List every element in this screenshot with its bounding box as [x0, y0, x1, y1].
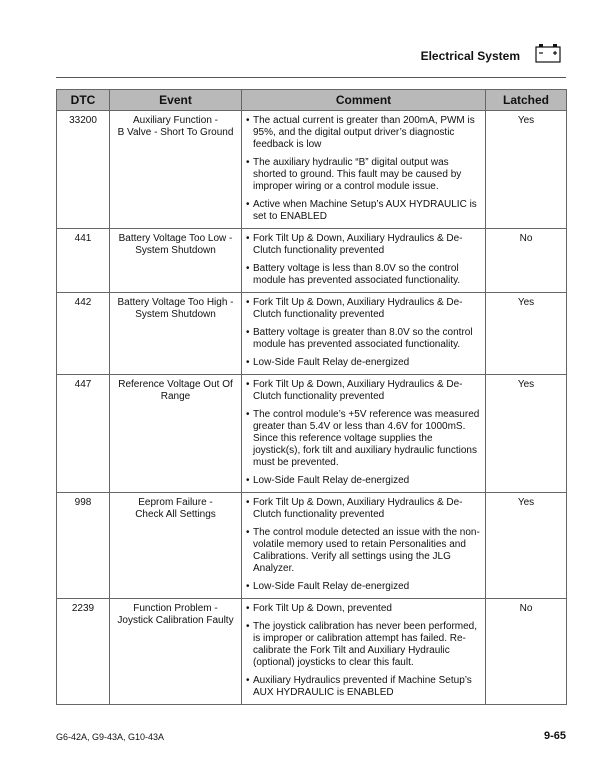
comment-item: • Fork Tilt Up & Down, Auxiliary Hydraulics & De-Clutch functionality prevented — [246, 379, 481, 403]
column-header-dtc: DTC — [57, 90, 110, 111]
comment-cell — [242, 229, 486, 293]
comment-list — [246, 497, 481, 593]
dtc-code: 33200 — [57, 111, 110, 229]
latched-value: No — [486, 599, 567, 705]
comment-cell — [242, 293, 486, 375]
event-line: System Shutdown — [135, 245, 216, 256]
table-row — [57, 375, 567, 493]
table-row — [57, 229, 567, 293]
column-header-latched: Latched — [486, 90, 567, 111]
event-line: Eeprom Failure - — [138, 497, 213, 508]
comment-item: • Low-Side Fault Relay de-energized — [246, 581, 481, 593]
table-row — [57, 293, 567, 375]
comment-item: • The auxiliary hydraulic “B” digital output was shorted to ground. This fault may be caused by improper wiring or a control module issue. — [246, 157, 481, 193]
table-row — [57, 599, 567, 705]
column-header-event: Event — [110, 90, 242, 111]
latched-value: Yes — [486, 111, 567, 229]
comment-list — [246, 115, 481, 223]
event-description — [110, 293, 242, 375]
event-line: Joystick Calibration Faulty — [117, 615, 234, 626]
comment-item: • The joystick calibration has never been performed, is improper or calibration attempt has failed. Re-calibrate the Fork Tilt and Auxiliary Hydraulic (optional) joysticks to clear this fault. — [246, 621, 481, 669]
header-divider — [56, 77, 566, 78]
event-line: System Shutdown — [135, 309, 216, 320]
comment-item: • The control module’s +5V reference was measured greater than 5.4V or less than 4.6V for 1000mS. Since this reference voltage supplies the joystick(s), fork tilt and auxiliary hydraulic functions must be prevented. — [246, 409, 481, 469]
event-line: Check All Settings — [135, 509, 216, 520]
comment-cell — [242, 493, 486, 599]
comment-item: • Fork Tilt Up & Down, Auxiliary Hydraulics & De-Clutch functionality prevented — [246, 297, 481, 321]
page-number: 9-65 — [543, 730, 566, 742]
event-line: B Valve - Short To Ground — [117, 127, 234, 138]
dtc-code: 441 — [57, 229, 110, 293]
event-line: Range — [160, 391, 191, 402]
comment-item: • Low-Side Fault Relay de-energized — [246, 357, 481, 369]
table-row — [57, 111, 567, 229]
latched-value: Yes — [486, 493, 567, 599]
dtc-code: 998 — [57, 493, 110, 599]
comment-item: • Fork Tilt Up & Down, prevented — [246, 603, 481, 615]
comment-list — [246, 379, 481, 487]
event-line: Auxiliary Function - — [132, 115, 219, 126]
comment-item: • Fork Tilt Up & Down, Auxiliary Hydraulics & De-Clutch functionality prevented — [246, 497, 481, 521]
comment-item: • The actual current is greater than 200mA, PWM is 95%, and the digital output driver’s diagnostic feedback is low — [246, 115, 481, 151]
event-line: Function Problem - — [133, 603, 218, 614]
footer-models: G6-42A, G9-43A, G10-43A — [56, 732, 165, 742]
comment-item: • Fork Tilt Up & Down, Auxiliary Hydraulics & De-Clutch functionality prevented — [246, 233, 481, 257]
comment-list — [246, 603, 481, 699]
comment-item: • Low-Side Fault Relay de-energized — [246, 475, 481, 487]
comment-item: • Battery voltage is less than 8.0V so the control module has prevented associated functionality. — [246, 263, 481, 287]
event-line: Battery Voltage Too High - — [117, 297, 234, 308]
event-line: Battery Voltage Too Low - — [118, 233, 233, 244]
dtc-code: 442 — [57, 293, 110, 375]
event-description — [110, 111, 242, 229]
comment-cell — [242, 111, 486, 229]
event-description — [110, 375, 242, 493]
comment-item: • Active when Machine Setup’s AUX HYDRAULIC is set to ENABLED — [246, 199, 481, 223]
dtc-code: 2239 — [57, 599, 110, 705]
latched-value: Yes — [486, 293, 567, 375]
event-description — [110, 229, 242, 293]
latched-value: No — [486, 229, 567, 293]
dtc-code: 447 — [57, 375, 110, 493]
column-header-comment: Comment — [242, 90, 486, 111]
event-line: Reference Voltage Out Of — [118, 379, 233, 390]
comment-item: • Battery voltage is greater than 8.0V so the control module has prevented associated functionality. — [246, 327, 481, 351]
comment-item: • Auxiliary Hydraulics prevented if Machine Setup’s AUX HYDRAULIC is ENABLED — [246, 675, 481, 699]
battery-icon — [535, 43, 561, 63]
table-header-row — [57, 90, 567, 111]
latched-value: Yes — [486, 375, 567, 493]
table-row — [57, 493, 567, 599]
event-description — [110, 599, 242, 705]
comment-cell — [242, 599, 486, 705]
comment-list — [246, 233, 481, 287]
event-description — [110, 493, 242, 599]
section-title: Electrical System — [420, 49, 520, 63]
comment-list — [246, 297, 481, 369]
comment-item: • The control module detected an issue with the non-volatile memory used to retain Personalities and Calibrations. Verify all settings using the JLG Analyzer. — [246, 527, 481, 575]
comment-cell — [242, 375, 486, 493]
dtc-table — [56, 89, 567, 705]
